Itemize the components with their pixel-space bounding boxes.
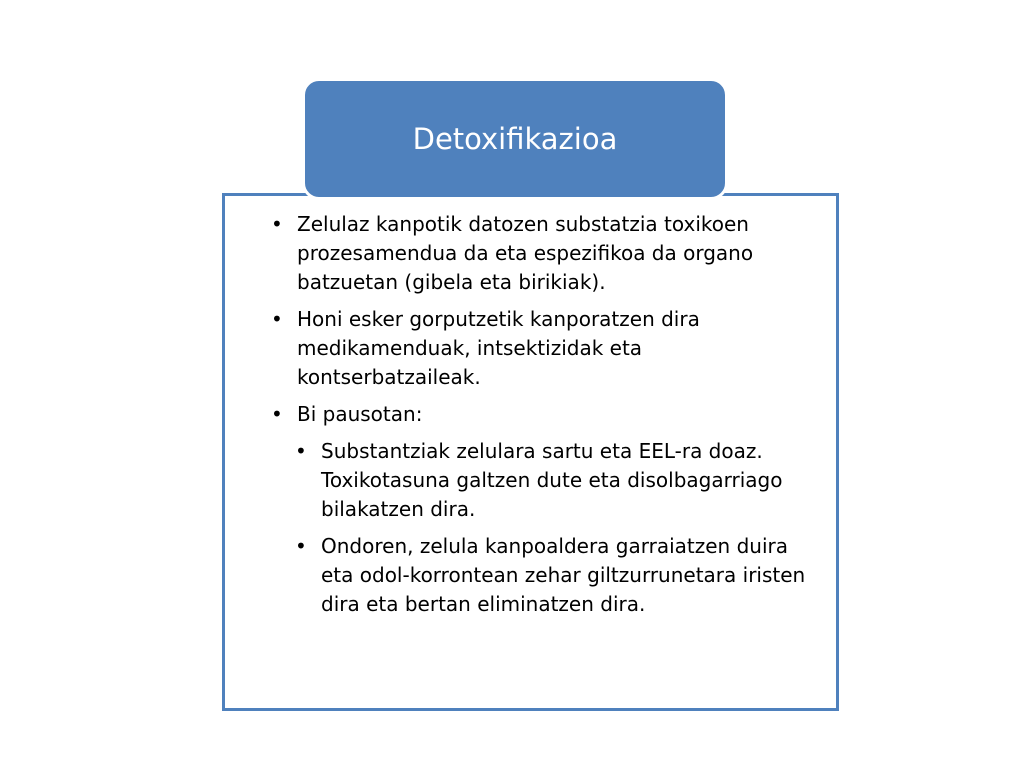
bullet-item xyxy=(268,210,808,297)
sub-bullet-item xyxy=(268,437,808,524)
sub-bullet-item xyxy=(268,532,808,619)
bullet-icon: • xyxy=(295,534,307,558)
bullet-text: Zelulaz kanpotik datozen substatzia toxikoen prozesamendua da eta espezifikoa da organo batzuetan (gibela eta birikiak). xyxy=(297,212,754,294)
bullet-text: Bi pausotan: xyxy=(297,402,423,426)
bullet-item xyxy=(268,305,808,392)
bullet-icon: • xyxy=(271,402,283,426)
title-box xyxy=(303,79,727,199)
bullet-text: Honi esker gorputzetik kanporatzen dira medikamenduak, intsektizidak eta kontserbatzaileak. xyxy=(297,307,700,389)
bullet-item xyxy=(268,400,808,429)
bullet-icon: • xyxy=(295,439,307,463)
bullet-list xyxy=(268,210,808,621)
slide-title: Detoxifikazioa xyxy=(412,122,618,156)
bullet-text: Substantziak zelulara sartu eta EEL-ra doaz. Toxikotasuna galtzen dute eta disolbagarriago bilakatzen dira. xyxy=(321,439,783,521)
bullet-icon: • xyxy=(271,212,283,236)
bullet-icon: • xyxy=(271,307,283,331)
bullet-text: Ondoren, zelula kanpoaldera garraiatzen duira eta odol-korrontean zehar giltzurrunetara iristen dira eta bertan eliminatzen dira. xyxy=(321,534,806,616)
